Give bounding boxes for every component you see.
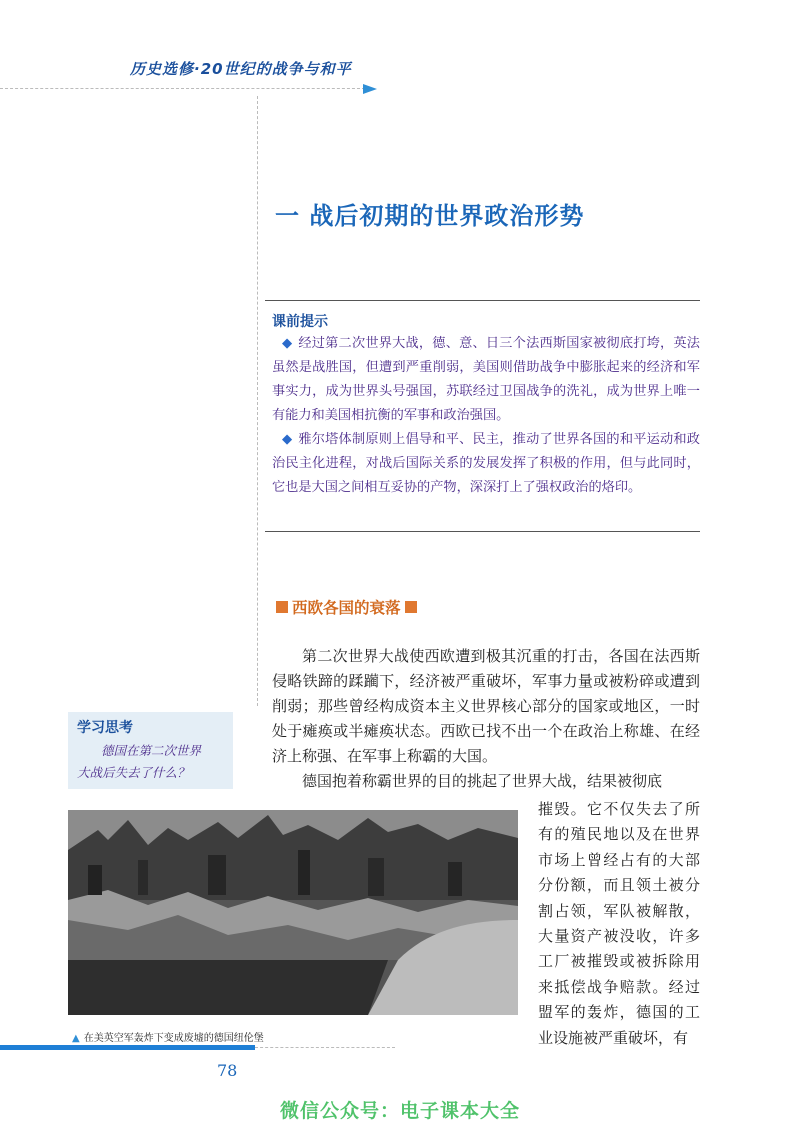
diamond-bullet-icon: ◆ xyxy=(282,336,293,351)
body-paragraph-2: 德国抱着称霸世界的目的挑起了世界大战，结果被彻底 xyxy=(302,772,663,790)
preview-rule-top xyxy=(265,300,700,301)
header-dashed-rule xyxy=(0,88,365,89)
photo-caption xyxy=(72,1029,264,1044)
preview-text xyxy=(272,332,700,500)
body-paragraph-1: 第二次世界大战使西欧遭到极其沉重的打击，各国在法西斯侵略铁蹄的蹂躏下，经济被严重破坏，军事力量或被粉碎或遭到削弱；那些曾经构成资本主义世界核心部分的国家或地区，一时处于瘫痪或半瘫痪状态。西欧已找不出一个在政治上称雄、在经济上称强、在军事上称霸的大国。 xyxy=(272,647,700,765)
study-think-line-2: 大战后失去了什么？ xyxy=(77,765,190,780)
vertical-dashed-rule xyxy=(257,96,258,706)
preview-rule-bottom xyxy=(265,531,700,532)
preview-paragraph-1 xyxy=(272,332,700,428)
photo-caption-text: 在美英空军轰炸下变成废墟的德国纽伦堡 xyxy=(83,1033,264,1044)
body-text xyxy=(272,644,700,794)
ruins-photo-illustration xyxy=(68,810,518,1015)
study-think-title: 学习思考 xyxy=(77,720,133,736)
body-text-continuation: 摧毁。它不仅失去了所有的殖民地以及在世界市场上曾经占有的大部分份额，而且领土被分割占领，军队被解散，大量资产被没收，许多工厂被摧毁或被拆除用来抵偿战争赔款。经过盟军的轰炸，德国的工业设施被严重破坏，有 xyxy=(538,800,700,1047)
page-number: 78 xyxy=(217,1061,238,1080)
preview-heading: 课前提示 xyxy=(272,314,328,330)
chapter-title: 一 战后初期的世界政治形势 xyxy=(275,202,585,230)
section-heading xyxy=(272,596,421,618)
orange-square-icon xyxy=(276,601,288,613)
diamond-bullet-icon: ◆ xyxy=(282,432,293,447)
preview-paragraph-1-text: 经过第二次世界大战，德、意、日三个法西斯国家被彻底打垮，英法虽然是战胜国，但遭到严重削弱，美国则借助战争中膨胀起来的经济和军事实力，成为世界头号强国，苏联经过卫国战争的洗礼，成为世界上唯一有能力和美国相抗衡的军事和政治强国。 xyxy=(272,336,700,423)
header-arrow-icon xyxy=(363,84,377,94)
caption-triangle-icon: ▲ xyxy=(72,1033,80,1044)
study-think-question xyxy=(77,740,227,784)
study-think-line-1: 德国在第二次世界 xyxy=(101,743,202,758)
preview-paragraph-2-text: 雅尔塔体制原则上倡导和平、民主，推动了世界各国的和平运动和政治民主化进程，对战后国际关系的发展发挥了积极的作用，但与此同时，它也是大国之间相互妥协的产物，深深打上了强权政治的烙印。 xyxy=(272,432,700,495)
watermark: 微信公众号：电子课本大全 xyxy=(279,1100,520,1122)
ruins-photo xyxy=(68,810,518,1015)
orange-square-icon xyxy=(405,601,417,613)
footer-blue-bar xyxy=(0,1045,255,1050)
section-heading-text: 西欧各国的衰落 xyxy=(292,599,401,617)
preview-paragraph-2 xyxy=(272,428,700,500)
footer-dashed-rule xyxy=(255,1047,395,1048)
study-think-box xyxy=(68,712,233,789)
header-title: 历史选修·20世纪的战争与和平 xyxy=(130,60,352,78)
